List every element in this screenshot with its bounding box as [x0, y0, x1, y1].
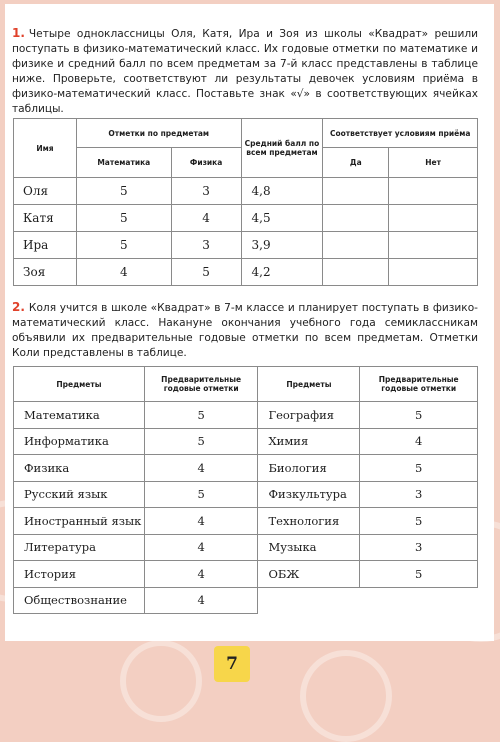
no-cell[interactable] [389, 232, 478, 259]
subject-name: Математика [14, 402, 145, 429]
header-yes: Да [323, 148, 389, 178]
subject-grade: 4 [144, 508, 258, 535]
subject-name: Обществознание [14, 587, 145, 614]
subject-name: Физкультура [258, 481, 360, 508]
subject-name: Русский язык [14, 481, 145, 508]
header-no: Нет [389, 148, 478, 178]
task-1-body: Четыре одноклассницы Оля, Катя, Ира и Зоя из школы «Квадрат» решили поступать в физико-математический класс. Их годовые отметки по математике и физике и средний балл по всем предметам за 7-й класс представлены в таблице ниже. Проверьте, соответствуют ли результаты девочек условиям приёма в физико-математический класс. Поставьте знак «√» в соответствующих ячейках таблицы. [12, 28, 478, 115]
physics-grade: 4 [171, 205, 241, 232]
table-row [14, 205, 478, 232]
header-math: Математика [76, 148, 171, 178]
empty-cell [258, 587, 478, 614]
subject-name: Музыка [258, 534, 360, 561]
subject-name: Биология [258, 455, 360, 482]
table-row [14, 587, 478, 614]
physics-grade: 3 [171, 232, 241, 259]
task-1-number: 1. [12, 26, 25, 40]
header-grades-left: Предварительные годовые отметки [144, 367, 258, 402]
subject-grade: 4 [144, 587, 258, 614]
header-average: Средний балл по всем предметам [241, 119, 323, 178]
subject-name: Информатика [14, 428, 145, 455]
page-number: 7 [214, 646, 250, 682]
yes-cell[interactable] [323, 232, 389, 259]
student-name: Зоя [14, 259, 77, 286]
table-row [14, 259, 478, 286]
average-grade: 4,2 [241, 259, 323, 286]
subject-grade: 5 [144, 428, 258, 455]
subject-name: Технология [258, 508, 360, 535]
table-row [14, 428, 478, 455]
student-name: Катя [14, 205, 77, 232]
table-row [14, 232, 478, 259]
table-row [14, 561, 478, 588]
subject-grade: 5 [360, 561, 478, 588]
table-row [14, 508, 478, 535]
student-name: Ира [14, 232, 77, 259]
no-cell[interactable] [389, 205, 478, 232]
header-name: Имя [14, 119, 77, 178]
subject-grade: 5 [360, 508, 478, 535]
header-subjects-right: Предметы [258, 367, 360, 402]
subject-grade: 4 [144, 534, 258, 561]
subject-grade: 5 [144, 402, 258, 429]
yes-cell[interactable] [323, 205, 389, 232]
header-subjects-left: Предметы [14, 367, 145, 402]
math-grade: 5 [76, 178, 171, 205]
table-row [14, 455, 478, 482]
task-2-table [13, 366, 478, 614]
gear-decoration-icon [300, 650, 392, 742]
table-row [14, 178, 478, 205]
subject-grade: 3 [360, 534, 478, 561]
student-name: Оля [14, 178, 77, 205]
subject-name: Физика [14, 455, 145, 482]
no-cell[interactable] [389, 259, 478, 286]
subject-grade: 3 [360, 481, 478, 508]
header-grades: Отметки по предметам [76, 119, 241, 148]
subject-grade: 5 [360, 455, 478, 482]
yes-cell[interactable] [323, 259, 389, 286]
physics-grade: 3 [171, 178, 241, 205]
subject-grade: 4 [144, 561, 258, 588]
physics-grade: 5 [171, 259, 241, 286]
subject-name: Иностранный язык [14, 508, 145, 535]
subject-name: ОБЖ [258, 561, 360, 588]
header-conditions: Соответствует условиям приёма [323, 119, 478, 148]
subject-grade: 4 [144, 455, 258, 482]
no-cell[interactable] [389, 178, 478, 205]
table-row [14, 534, 478, 561]
task-2-text [12, 300, 478, 361]
subject-grade: 5 [144, 481, 258, 508]
gear-decoration-icon [120, 640, 202, 722]
task-2-number: 2. [12, 300, 25, 314]
subject-name: Химия [258, 428, 360, 455]
subject-name: География [258, 402, 360, 429]
table-row [14, 402, 478, 429]
average-grade: 4,5 [241, 205, 323, 232]
math-grade: 5 [76, 205, 171, 232]
subject-grade: 4 [360, 428, 478, 455]
table-row [14, 481, 478, 508]
subject-name: История [14, 561, 145, 588]
header-physics: Физика [171, 148, 241, 178]
average-grade: 4,8 [241, 178, 323, 205]
math-grade: 5 [76, 232, 171, 259]
task-1-table [13, 118, 478, 286]
average-grade: 3,9 [241, 232, 323, 259]
subject-grade: 5 [360, 402, 478, 429]
task-1-text [12, 26, 478, 117]
math-grade: 4 [76, 259, 171, 286]
yes-cell[interactable] [323, 178, 389, 205]
task-2-body: Коля учится в школе «Квадрат» в 7-м классе и планирует поступать в физико-математический класс. Накануне окончания учебного года семиклассникам объявили их предварительные годовые отметки по всем предметам. Отметки Коли представлены в таблице. [12, 302, 478, 359]
subject-name: Литература [14, 534, 145, 561]
header-grades-right: Предварительные годовые отметки [360, 367, 478, 402]
